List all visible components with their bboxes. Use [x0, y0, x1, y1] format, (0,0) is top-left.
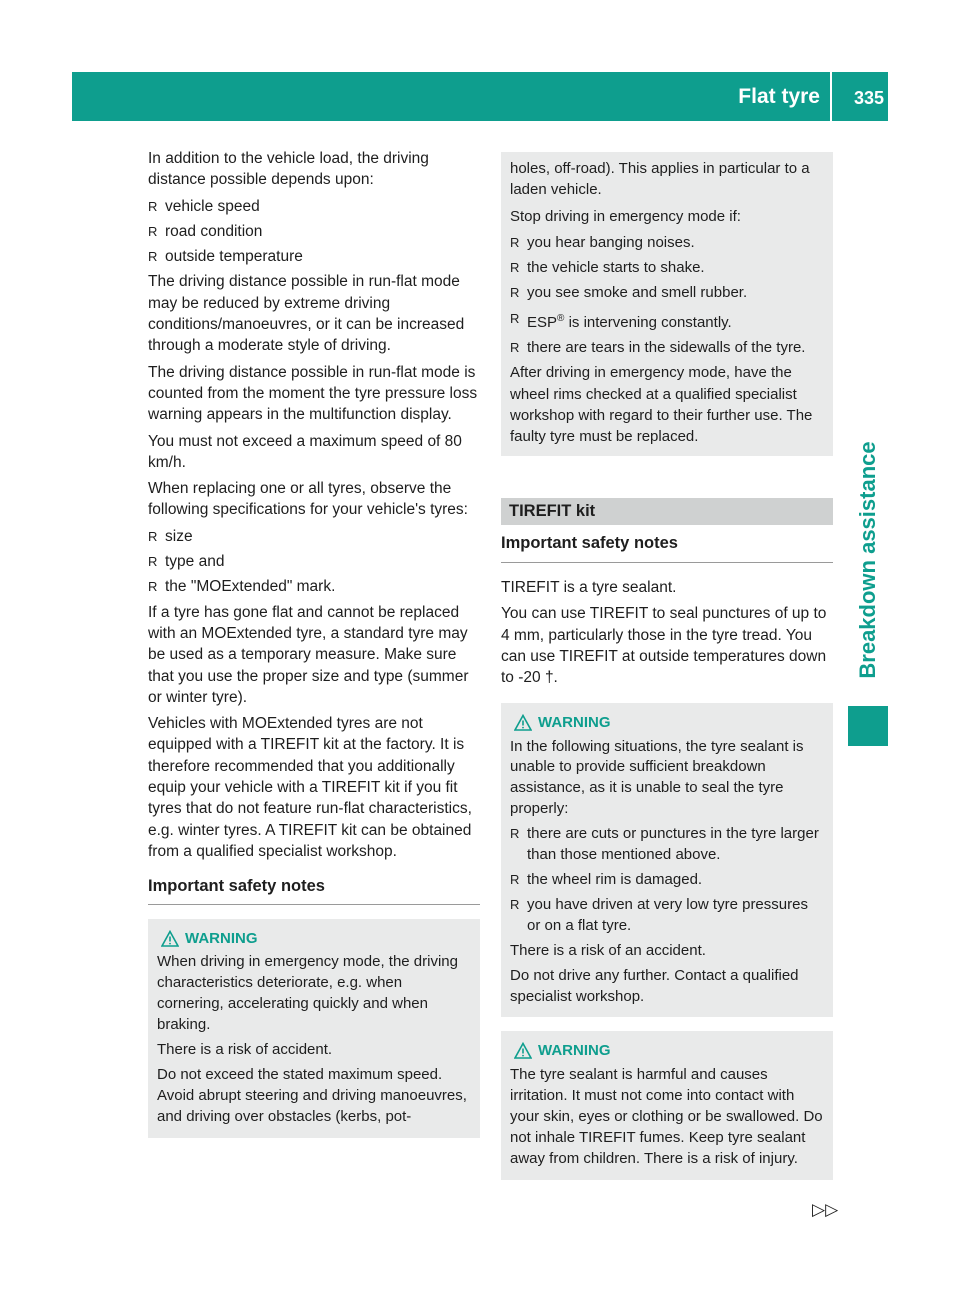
- continue-page-icon: ▷▷: [812, 1200, 839, 1219]
- paragraph: When replacing one or all tyres, observe the following specifications for your vehicle's tyres:: [148, 480, 468, 519]
- list-item: R vehicle speed: [148, 196, 480, 217]
- list-item: R the wheel rim is damaged.: [510, 870, 825, 891]
- intro-paragraph: In addition to the vehicle load, the driving distance possible depends upon:: [148, 150, 429, 189]
- list-item: R the "MOExtended" mark.: [148, 576, 480, 597]
- paragraph: The driving distance possible in run-flat mode is counted from the moment the tyre pressure loss warning appears in the multifunction display.: [148, 363, 478, 424]
- section-heading: Important safety notes: [501, 533, 833, 563]
- list-item: R there are tears in the sidewalls of the tyre.: [510, 337, 825, 358]
- warning-text: There is a risk of accident.: [157, 1041, 333, 1059]
- warning-box: [501, 703, 833, 1018]
- list-item: R the vehicle starts to shake.: [510, 257, 825, 278]
- section-title-bar: TIREFIT kit: [501, 498, 833, 525]
- right-column: [501, 152, 833, 1180]
- registered-mark: ®: [557, 312, 565, 324]
- header-divider: [830, 72, 832, 121]
- paragraph: You can use TIREFIT to seal punctures of up to 4 mm, particularly those in the tyre tread. You can use TIREFIT at outside temperatures down to ‑20 †.: [501, 605, 827, 687]
- warning-text: After driving in emergency mode, have the wheel rims checked at a qualified specialist workshop with regard to their further use. The faulty tyre must be replaced.: [510, 364, 813, 446]
- side-tab: [848, 430, 888, 690]
- warning-title: [157, 929, 472, 950]
- warning-continuation: [501, 152, 833, 456]
- warning-triangle-icon: [514, 1042, 532, 1060]
- warning-title-text: WARNING: [185, 929, 258, 947]
- paragraph: TIREFIT is a tyre sealant.: [501, 579, 677, 597]
- warning-triangle-icon: [161, 930, 179, 948]
- warning-text: In the following situations, the tyre sealant is unable to provide sufficient breakdown assistance, as it is unable to seal the tyre properly:: [510, 737, 804, 818]
- chapter-title: Flat tyre: [738, 85, 820, 108]
- warning-box: [148, 919, 480, 1138]
- side-tab-label: Breakdown assistance: [855, 441, 880, 679]
- warning-box: [501, 1031, 833, 1179]
- left-column: [148, 148, 480, 1138]
- paragraph: If a tyre has gone flat and cannot be replaced with an MOExtended tyre, a standard tyre may be used as a temporary measure. Make sure that you use the proper size and type (summer or winter tyre).: [148, 603, 469, 706]
- list-item: R you see smoke and smell rubber.: [510, 282, 825, 303]
- warning-text: When driving in emergency mode, the driving characteristics deteriorate, e.g. when cornering, accelerating quickly and when braking.: [157, 953, 458, 1034]
- warning-text: There is a risk of an accident.: [510, 941, 706, 959]
- warning-text: Do not exceed the stated maximum speed. Avoid abrupt steering and driving manoeuvres, and driving over obstacles (kerbs, pot-: [157, 1065, 467, 1125]
- list-item: R there are cuts or punctures in the tyre larger than those mentioned above.: [510, 824, 825, 866]
- list-item: R size: [148, 526, 480, 547]
- warning-text: The tyre sealant is harmful and causes irritation. It must not come into contact with your skin, eyes or clothing or be swallowed. Do not inhale TIREFIT fumes. Keep tyre sealant away from children. There is a risk of injury.: [510, 1066, 823, 1167]
- esp-item-text: is intervening constantly.: [568, 313, 732, 331]
- paragraph: You must not exceed a maximum speed of 80 km/h.: [148, 432, 462, 471]
- paragraph: The driving distance possible in run-flat mode may be reduced by extreme driving conditions/manoeuvres, or it can be increased through a moderate style of driving.: [148, 273, 465, 355]
- warning-text: Do not drive any further. Contact a qualified specialist workshop.: [510, 966, 799, 1005]
- warning-title: [510, 713, 825, 734]
- side-tab-marker: [848, 706, 888, 746]
- warning-title: [510, 1041, 825, 1062]
- warning-text: Stop driving in emergency mode if:: [510, 207, 741, 225]
- list-item: R outside temperature: [148, 246, 480, 267]
- warning-title-text: WARNING: [538, 713, 611, 731]
- list-item: R you have driven at very low tyre pressures or on a flat tyre.: [510, 895, 825, 937]
- paragraph: Vehicles with MOExtended tyres are not equipped with a TIREFIT kit at the factory. It is therefore recommended that you additionally equip your vehicle with a TIREFIT kit if you fit tyres that do not feature run-flat characteristics, e.g. winter tyres. A TIREFIT kit can be obtained from a qualified specialist workshop.: [148, 715, 472, 860]
- warning-title-text: WARNING: [538, 1042, 611, 1060]
- warning-triangle-icon: [514, 714, 532, 732]
- warning-text: holes, off-road). This applies in particular to a laden vehicle.: [510, 160, 810, 199]
- section-heading: Important safety notes: [148, 876, 480, 904]
- list-item: R road condition: [148, 221, 480, 242]
- list-item: R type and: [148, 551, 480, 572]
- page-number: 335: [853, 88, 884, 108]
- page-header: [72, 72, 888, 121]
- list-item: R you hear banging noises.: [510, 232, 825, 253]
- esp-label: ESP: [527, 313, 558, 331]
- list-item: [510, 308, 825, 333]
